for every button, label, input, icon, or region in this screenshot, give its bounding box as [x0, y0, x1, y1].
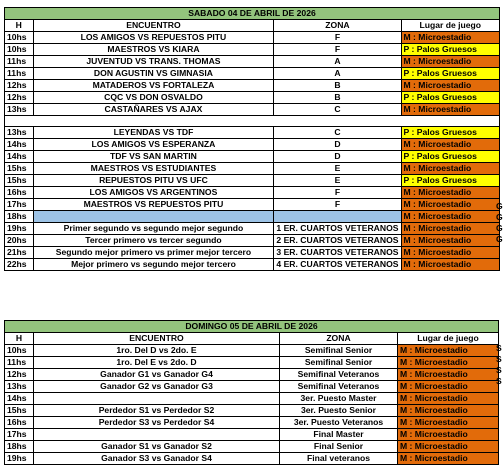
overflow-text: S [496, 343, 502, 353]
cell-hour: 14hs [5, 151, 34, 163]
cell-lugar: M : Microestadio [401, 104, 500, 116]
cell-encuentro [34, 393, 280, 405]
cell-encuentro: Primer segundo vs segundo mejor segundo [33, 223, 274, 235]
cell-lugar: M : Microestadio [401, 139, 500, 151]
table-row [5, 393, 499, 405]
cell-lugar: M : Microestadio [398, 453, 499, 465]
cell-encuentro: JUVENTUD VS TRANS. THOMAS [33, 56, 274, 68]
cell-lugar: M : Microestadio [401, 187, 500, 199]
cell-hour: 13hs [5, 127, 34, 139]
table-row [5, 163, 500, 175]
cell-hour: 22hs [5, 259, 34, 271]
cell-encuentro: LEYENDAS VS TDF [33, 127, 274, 139]
cell-lugar: P : Palos Gruesos [401, 127, 500, 139]
cell-encuentro: MATADEROS VS FORTALEZA [33, 80, 274, 92]
table-row [5, 116, 500, 127]
header-lugar: Lugar de juego [398, 333, 499, 345]
header-lugar: Lugar de juego [401, 20, 500, 32]
cell-hour: 11hs [5, 56, 34, 68]
cell-zona: B [274, 80, 401, 92]
cell-hour: 17hs [5, 429, 34, 441]
cell-hour: 15hs [5, 163, 34, 175]
cell-encuentro: CQC VS DON OSVALDO [33, 92, 274, 104]
cell-lugar: P : Palos Gruesos [401, 175, 500, 187]
cell-hour: 13hs [5, 104, 34, 116]
cell-hour: 18hs [5, 441, 34, 453]
cell-lugar: M : Microestadio [398, 429, 499, 441]
cell-lugar: M : Microestadio [401, 247, 500, 259]
cell-zona: F [274, 32, 401, 44]
cell-zona: F [274, 44, 401, 56]
cell-encuentro: MAESTROS VS KIARA [33, 44, 274, 56]
cell-lugar: M : Microestadio [401, 235, 500, 247]
table-row [5, 381, 499, 393]
cell-hour: 11hs [5, 357, 34, 369]
cell-hour: 16hs [5, 187, 34, 199]
cell-encuentro: Ganador S1 vs Ganador S2 [34, 441, 280, 453]
cell-lugar: P : Palos Gruesos [401, 151, 500, 163]
cell-zona: D [274, 139, 401, 151]
overflow-text: S [496, 365, 502, 375]
schedule-table-saturday [4, 7, 500, 271]
cell-zona: Semifinal Veteranos [280, 381, 398, 393]
cell-zona: Semifinal Senior [280, 345, 398, 357]
row-gap [5, 116, 500, 127]
table-row [5, 259, 500, 271]
cell-encuentro: MAESTROS VS ESTUDIANTES [33, 163, 274, 175]
overflow-text: G [496, 212, 503, 222]
header-encuentro: ENCUENTRO [34, 333, 280, 345]
overflow-text: S [496, 354, 502, 364]
cell-lugar: M : Microestadio [398, 417, 499, 429]
table-row [5, 139, 500, 151]
cell-hour: 14hs [5, 393, 34, 405]
cell-lugar: M : Microestadio [398, 357, 499, 369]
cell-encuentro: LOS AMIGOS VS REPUESTOS PITU [33, 32, 274, 44]
cell-zona: F [274, 199, 401, 211]
table-row [5, 211, 500, 223]
table-row [5, 44, 500, 56]
table-row [5, 199, 500, 211]
table-row [5, 127, 500, 139]
cell-zona: C [274, 104, 401, 116]
table-row [5, 357, 499, 369]
cell-lugar: M : Microestadio [401, 32, 500, 44]
cell-lugar: M : Microestadio [398, 405, 499, 417]
table-row [5, 175, 500, 187]
cell-lugar: M : Microestadio [398, 345, 499, 357]
cell-zona: D [274, 151, 401, 163]
cell-encuentro: Tercer primero vs tercer segundo [33, 235, 274, 247]
overflow-text: S [496, 376, 502, 386]
cell-encuentro: Ganador G1 vs Ganador G4 [34, 369, 280, 381]
cell-hour: 10hs [5, 32, 34, 44]
schedule-table-sunday [4, 320, 499, 465]
cell-zona: B [274, 92, 401, 104]
cell-hour: 14hs [5, 139, 34, 151]
cell-zona: A [274, 68, 401, 80]
overflow-text: G [496, 201, 503, 211]
cell-zona: 3 ER. CUARTOS VETERANOS [274, 247, 401, 259]
day-title: SABADO 04 DE ABRIL DE 2026 [5, 8, 500, 20]
cell-encuentro: REPUESTOS PITU VS UFC [33, 175, 274, 187]
cell-encuentro: MAESTROS VS REPUESTOS PITU [33, 199, 274, 211]
table-row [5, 104, 500, 116]
cell-hour: 13hs [5, 381, 34, 393]
header-encuentro: ENCUENTRO [33, 20, 274, 32]
cell-hour: 10hs [5, 44, 34, 56]
table-row [5, 247, 500, 259]
cell-lugar: M : Microestadio [398, 393, 499, 405]
cell-zona: Semifinal Veteranos [280, 369, 398, 381]
cell-zona [274, 211, 401, 223]
cell-zona: Final Senior [280, 441, 398, 453]
cell-lugar: M : Microestadio [398, 369, 499, 381]
cell-encuentro: Mejor primero vs segundo mejor tercero [33, 259, 274, 271]
table-row [5, 441, 499, 453]
cell-zona: Final veteranos [280, 453, 398, 465]
overflow-text: G [496, 223, 503, 233]
cell-lugar: P : Palos Gruesos [401, 44, 500, 56]
cell-zona: F [274, 187, 401, 199]
cell-zona: 3er. Puesto Veteranos [280, 417, 398, 429]
table-row [5, 429, 499, 441]
cell-encuentro [33, 211, 274, 223]
cell-encuentro: Perdedor S1 vs Perdedor S2 [34, 405, 280, 417]
cell-hour: 10hs [5, 345, 34, 357]
cell-hour: 12hs [5, 80, 34, 92]
table-row [5, 235, 500, 247]
cell-lugar: P : Palos Gruesos [401, 68, 500, 80]
cell-lugar: M : Microestadio [398, 441, 499, 453]
cell-encuentro: Segundo mejor primero vs primer mejor tercero [33, 247, 274, 259]
cell-zona: 3er. Puesto Master [280, 393, 398, 405]
cell-zona: E [274, 163, 401, 175]
table-row [5, 151, 500, 163]
cell-hour: 21hs [5, 247, 34, 259]
cell-encuentro [34, 429, 280, 441]
cell-lugar: P : Palos Gruesos [401, 92, 500, 104]
cell-hour: 19hs [5, 453, 34, 465]
table-row [5, 369, 499, 381]
header-zona: ZONA [280, 333, 398, 345]
table-row [5, 345, 499, 357]
overflow-text: G [496, 234, 503, 244]
table-row [5, 187, 500, 199]
cell-zona: 4 ER. CUARTOS VETERANOS [274, 259, 401, 271]
cell-zona: C [274, 127, 401, 139]
table-row [5, 223, 500, 235]
cell-hour: 12hs [5, 369, 34, 381]
cell-hour: 17hs [5, 199, 34, 211]
cell-encuentro: LOS AMIGOS VS ESPERANZA [33, 139, 274, 151]
cell-hour: 16hs [5, 417, 34, 429]
cell-hour: 20hs [5, 235, 34, 247]
cell-lugar: M : Microestadio [401, 56, 500, 68]
header-h: H [5, 20, 34, 32]
cell-zona: 3er. Puesto Senior [280, 405, 398, 417]
day-title: DOMINGO 05 DE ABRIL DE 2026 [5, 321, 499, 333]
cell-lugar: M : Microestadio [401, 223, 500, 235]
cell-zona: 2 ER. CUARTOS VETERANOS [274, 235, 401, 247]
table-row [5, 453, 499, 465]
cell-hour: 18hs [5, 211, 34, 223]
table-row [5, 32, 500, 44]
table-row [5, 68, 500, 80]
cell-hour: 15hs [5, 175, 34, 187]
header-zona: ZONA [274, 20, 401, 32]
cell-encuentro: LOS AMIGOS VS ARGENTINOS [33, 187, 274, 199]
table-row [5, 405, 499, 417]
cell-lugar: M : Microestadio [398, 381, 499, 393]
cell-lugar: M : Microestadio [401, 163, 500, 175]
header-h: H [5, 333, 34, 345]
cell-lugar: M : Microestadio [401, 199, 500, 211]
cell-hour: 12hs [5, 92, 34, 104]
cell-encuentro: Ganador S3 vs Ganador S4 [34, 453, 280, 465]
cell-encuentro: DON AGUSTIN VS GIMNASIA [33, 68, 274, 80]
cell-encuentro: Perdedor S3 vs Perdedor S4 [34, 417, 280, 429]
cell-zona: A [274, 56, 401, 68]
cell-zona: 1 ER. CUARTOS VETERANOS [274, 223, 401, 235]
cell-encuentro: 1ro. Del E vs 2do. D [34, 357, 280, 369]
cell-lugar: M : Microestadio [401, 211, 500, 223]
cell-zona: Semifinal Senior [280, 357, 398, 369]
cell-encuentro: CASTAÑARES VS AJAX [33, 104, 274, 116]
cell-lugar: M : Microestadio [401, 80, 500, 92]
table-row [5, 92, 500, 104]
table-row [5, 417, 499, 429]
cell-hour: 19hs [5, 223, 34, 235]
table-row [5, 80, 500, 92]
cell-hour: 15hs [5, 405, 34, 417]
cell-encuentro: TDF VS SAN MARTIN [33, 151, 274, 163]
cell-hour: 11hs [5, 68, 34, 80]
cell-encuentro: 1ro. Del D vs 2do. E [34, 345, 280, 357]
cell-zona: E [274, 175, 401, 187]
cell-encuentro: Ganador G2 vs Ganador G3 [34, 381, 280, 393]
cell-lugar: M : Microestadio [401, 259, 500, 271]
table-row [5, 56, 500, 68]
cell-zona: Final Master [280, 429, 398, 441]
